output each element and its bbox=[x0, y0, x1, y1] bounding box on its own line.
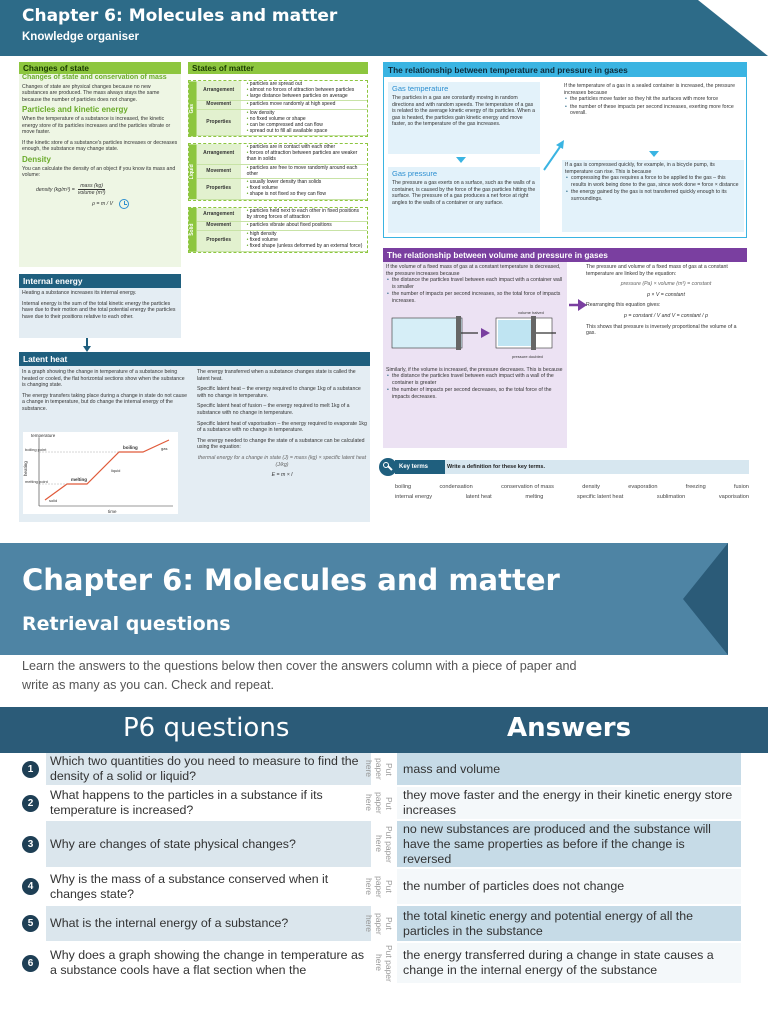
conservation-text: Changes of state are physical changes because no new substances are produced. The mass always stays the same because the number of particles does not change. bbox=[22, 83, 160, 103]
key-terms-heading: Key terms bbox=[395, 460, 447, 474]
solid-label: Solid bbox=[189, 208, 197, 252]
rq-intro: Learn the answers to the questions below then cover the answers column with a piece of paper and write as many as you can. Check and repeat. bbox=[22, 659, 577, 692]
volume-pressure-panel bbox=[383, 248, 747, 448]
liquid-arrangement-item: • particles are in contact with each other bbox=[247, 145, 365, 151]
question-number: 4 bbox=[22, 878, 39, 895]
rq-header-chevron bbox=[683, 543, 728, 655]
question-text: What happens to the particles in a substance if its temperature is increased? bbox=[46, 787, 371, 819]
volume-pressure-heading: The relationship between volume and pressure in gases bbox=[383, 248, 747, 262]
question-number: 2 bbox=[22, 795, 39, 812]
answer-text: they move faster and the energy in their kinetic energy store increases bbox=[397, 787, 741, 819]
latent-heat-right-4: Specific latent heat of vaporisation – the energy required to evaporate 1kg of a substance with no change in temperature. bbox=[197, 420, 367, 434]
question-row bbox=[0, 753, 768, 785]
conservation-subheading: Changes of state and conservation of mass bbox=[22, 74, 167, 81]
key-term: evaporation bbox=[628, 484, 658, 490]
rq-header bbox=[0, 543, 768, 655]
solid-arrangement-item: • particles held next to each other in fixed positions by strong forces of attraction bbox=[247, 209, 365, 221]
key-term: condensation bbox=[439, 484, 473, 490]
graph-boiling-point: boiling point bbox=[25, 447, 47, 452]
rq-table bbox=[0, 753, 768, 1024]
liquid-arrangement-item: • forces of attraction between particles are weaker than in solids bbox=[247, 151, 365, 163]
header-corner bbox=[698, 0, 768, 56]
graph-melting-label: melting bbox=[71, 477, 88, 482]
heating-curve-line bbox=[45, 440, 169, 500]
rq-header-corner bbox=[728, 543, 768, 655]
latent-heat-text-2: The energy transfers taking place during a change in state do not cause a change in temperature, but do change the internal energy of the substance. bbox=[22, 392, 187, 412]
liquid-movement-item: • particles are free to move randomly around each other bbox=[247, 166, 365, 178]
key-term: boiling bbox=[395, 484, 412, 490]
temperature-pressure-right-2: If a gas is compressed quickly, for example, in a bicycle pump, its temperature can rise. This is because • compressing the gas requires a force to be applied to the gas – this results in work being done to the gas, since work done = force × distance • the energy gained by the gas is not transferred quickly enough to its surroundings. bbox=[562, 160, 744, 232]
density-formula: density (kg/m³) = mass (kg) volume (m³) bbox=[36, 182, 106, 197]
internal-energy-panel bbox=[19, 274, 181, 338]
answer-text: mass and volume bbox=[397, 753, 741, 785]
arrow-down-icon-2 bbox=[649, 151, 659, 157]
latent-heat-right-5: The energy needed to change the state of a substance can be calculated using the equation: bbox=[197, 437, 365, 451]
key-term: latent heat bbox=[465, 494, 492, 500]
ko-subtitle: Knowledge organiser bbox=[22, 31, 139, 43]
gas-temperature-subheading: Gas temperature bbox=[392, 84, 449, 93]
down-arrow-icon bbox=[83, 338, 91, 352]
volume-increase-bullet: • the number of impacts per second decreases, so the total force of the impacts decreases. bbox=[392, 387, 564, 400]
answers-column-header: Answers bbox=[507, 713, 632, 743]
cylinder-left bbox=[392, 318, 462, 348]
volume-halved-label: volume halved bbox=[518, 309, 544, 315]
gas-pressure-box bbox=[388, 167, 540, 233]
key-terms-row-2 bbox=[395, 494, 749, 500]
graph-heating-label: heating bbox=[23, 461, 28, 476]
key-term: fusion bbox=[733, 484, 749, 490]
question-text: Why is the mass of a substance conserved when it changes state? bbox=[46, 869, 371, 904]
graph-liquid-label: liquid bbox=[111, 468, 121, 473]
key-terms-panel bbox=[379, 456, 749, 506]
changes-of-state-panel bbox=[19, 62, 181, 267]
gas-arrangement-item: • particles are spread out bbox=[247, 82, 365, 88]
latent-heat-word-equation: thermal energy for a change in state (J) = mass (kg) × specific latent heat (J/kg) bbox=[197, 454, 367, 468]
question-text: Which two quantities do you need to measure to find the density of a solid or liquid? bbox=[46, 753, 371, 785]
piston-diagram bbox=[386, 306, 564, 362]
changes-of-state-heading: Changes of state bbox=[19, 62, 181, 74]
latent-heat-panel bbox=[19, 352, 370, 522]
question-number: 5 bbox=[22, 915, 39, 932]
internal-energy-text-1: Heating a substance increases its internal energy. bbox=[22, 290, 137, 296]
density-subheading: Density bbox=[22, 154, 51, 164]
key-term: conservation of mass bbox=[501, 484, 554, 490]
solid-block: Solid Arrangement • particles held next to each other in fixed positions by strong forces of attraction Movement • particles vibrate about fixed positions Properties • high density • fixed volume • fixed shape (unless deformed by an external force) bbox=[188, 207, 368, 253]
graph-xlabel: time bbox=[108, 509, 117, 514]
answer-text: no new substances are produced and the substance will have the same properties as before if the change is reversed bbox=[397, 821, 741, 867]
put-paper-here-label: Put paper here bbox=[364, 792, 394, 814]
question-number: 3 bbox=[22, 836, 39, 853]
rq-subtitle: Retrieval questions bbox=[22, 613, 231, 635]
question-row bbox=[0, 821, 768, 867]
key-term: specific latent heat bbox=[576, 494, 624, 500]
latent-heat-heading: Latent heat bbox=[19, 352, 370, 366]
question-text: Why are changes of state physical changes? bbox=[46, 821, 371, 867]
key-terms-task: Write a definition for these key terms. bbox=[445, 460, 749, 474]
states-of-matter-heading: States of matter bbox=[188, 62, 368, 74]
ko-header bbox=[0, 0, 768, 56]
graph-ylabel: temperature bbox=[31, 433, 56, 438]
gas-arrangement-item: • large distance between particles on average bbox=[247, 94, 365, 100]
answer-text: the number of particles does not change bbox=[397, 869, 741, 904]
temperature-pressure-right-1: If the temperature of a gas in a sealed container is increased, the pressure increases because • the particles move faster so they hit the surfaces with more force • the number of these impacts per second increases, exerting more force overall. bbox=[564, 83, 744, 118]
solid-properties-item: • high density bbox=[247, 232, 365, 238]
gas-movement-item: • particles move randomly at high speed bbox=[247, 102, 365, 108]
pressure-doubled-label: pressure doubled bbox=[512, 353, 543, 359]
particles-text-1: When the temperature of a substance is increased, the kinetic energy store of its particles increases and the particles vibrate or move faster. bbox=[22, 115, 171, 136]
solid-properties-item: • fixed shape (unless deformed by an external force) bbox=[247, 244, 365, 250]
answer-text: the energy transferred during a change in state causes a change in the internal energy of the substance bbox=[397, 943, 741, 983]
internal-energy-text-2: Internal energy is the sum of the total kinetic energy the particles have due to their motion and the total potential energy the particles have due to their positions relative to each other. bbox=[22, 300, 176, 320]
liquid-properties-item: • usually lower density than solids bbox=[247, 180, 365, 186]
gas-properties-item: • low density bbox=[247, 111, 365, 117]
liquid-label: Liquid bbox=[189, 144, 197, 199]
gas-pressure-text: The pressure a gas exerts on a surface, such as the walls of a container, is caused by the force of the gas particles hitting the surface. The pressure of a gas produces a net force at right angles to the walls of a container or any surface. bbox=[392, 180, 536, 206]
rq-table-header bbox=[0, 707, 768, 753]
liquid-properties-item: • shape is not fixed so they can flow bbox=[247, 192, 365, 198]
ko-title: Chapter 6: Molecules and matter bbox=[22, 6, 338, 26]
latent-heat-right-3: Specific latent heat of fusion – the energy required to melt 1kg of a substance with no change in temperature. bbox=[197, 403, 350, 416]
put-paper-here-label: Put paper here bbox=[374, 825, 394, 863]
key-term: internal energy bbox=[395, 494, 433, 500]
density-formula-symbols: ρ = m / V bbox=[92, 200, 113, 207]
gas-temperature-box bbox=[388, 82, 540, 154]
piston-left bbox=[456, 316, 461, 350]
question-text: What is the internal energy of a substance? bbox=[46, 906, 371, 941]
key-term: freezing bbox=[685, 484, 706, 490]
compression-bullet: • compressing the gas requires a force to be applied to the gas – this results in work being done to the gas, since work done = force × distance bbox=[571, 175, 741, 188]
volume-pressure-left: If the volume of a fixed mass of gas at a constant temperature is decreased, the pressure increases because • the distance the particles travel between each impact with a container wall is smaller • the number of impacts per second increases, so the total force of impacts increases. volume halved pressure doubled Similarly, if the volume is increased, the pressure decreases. This is because • the distance the particles travel between each impact with a wall of the container is greater • the number of impacts per second decreases, so the total force of the impacts decreases. bbox=[383, 262, 567, 448]
put-paper-here-label: Put paper here bbox=[364, 912, 394, 935]
liquid-properties-item: • fixed volume bbox=[247, 186, 365, 192]
put-paper-here-label: Put paper here bbox=[374, 944, 394, 982]
diagram-arrow-icon bbox=[481, 328, 490, 338]
gas-block: Gas Arrangement • particles are spread out • almost no forces of attraction between particles • large distance between particles on average Movement • particles move randomly at high speed Properties • low density • no fixed volume or shape • can be compressed and can flow • spread out to fill all available space bbox=[188, 80, 368, 137]
density-text: You can calculate the density of an object if you know its mass and volume: bbox=[22, 165, 176, 179]
states-of-matter-panel bbox=[188, 62, 368, 334]
graph-solid-label: solid bbox=[49, 498, 58, 503]
gas-properties-item: • can be compressed and can flow bbox=[247, 123, 365, 129]
volume-increase-bullet: • the distance the particles travel between each impact with a wall of the container is greater bbox=[392, 373, 564, 386]
compressed-gas bbox=[498, 320, 532, 346]
particles-text-2: If the kinetic store of a substance's particles increases or decreases enough, the substance may change state. bbox=[22, 139, 178, 153]
key-term: vaporisation bbox=[718, 494, 749, 500]
put-paper-here-label: Put paper here bbox=[364, 758, 394, 780]
solid-movement-item: • particles vibrate about fixed positions bbox=[247, 223, 365, 229]
answer-text: the total kinetic energy and potential energy of all the particles in the substance bbox=[397, 906, 741, 941]
question-number: 1 bbox=[22, 761, 39, 778]
question-text: Why does a graph showing the change in temperature as a substance cools have a flat section when the bbox=[46, 943, 371, 983]
piston-right bbox=[531, 316, 536, 350]
latent-heat-right-1: The energy transferred when a substance changes state is called the latent heat. bbox=[197, 369, 356, 382]
arrow-down-icon bbox=[456, 157, 466, 163]
rq-title: Chapter 6: Molecules and matter bbox=[22, 563, 560, 597]
compression-bullet: • the energy gained by the gas is not transferred quickly enough to its surroundings. bbox=[571, 189, 741, 202]
volume-decrease-bullet: • the number of impacts per second increases, so the total force of impacts increases. bbox=[392, 291, 564, 304]
right-arrow-icon bbox=[569, 298, 587, 312]
clock-icon bbox=[119, 199, 129, 209]
temperature-pressure-panel bbox=[383, 62, 747, 238]
particles-subheading: Particles and kinetic energy bbox=[22, 105, 128, 115]
volume-pressure-right: The pressure and volume of a fixed mass of gas at a constant temperature are linked by the equation: pressure (Pa) × volume (m³) = constant p × V = constant Rearranging this equation gives: p = constant / V and V = constant / p This shows that pressure is inversely proportional the volume of a gas. bbox=[586, 264, 737, 337]
graph-boiling-label: boiling bbox=[123, 445, 138, 450]
latent-heat-equation: E = m × l bbox=[271, 472, 293, 479]
temperature-pressure-bullet: • the number of these impacts per second increases, exerting more force overall. bbox=[570, 104, 744, 117]
gas-label: Gas bbox=[189, 81, 197, 136]
temperature-pressure-bullet: • the particles move faster so they hit the surfaces with more force bbox=[570, 96, 744, 103]
gas-pressure-subheading: Gas pressure bbox=[392, 169, 438, 178]
question-row bbox=[0, 869, 768, 904]
graph-gas-label: gas bbox=[161, 446, 168, 451]
latent-heat-right-2: Specific latent heat – the energy required to change 1kg of a substance with no change in temperature. bbox=[197, 386, 361, 399]
solid-properties-item: • fixed volume bbox=[247, 238, 365, 244]
key-terms-row-1 bbox=[395, 484, 749, 490]
gas-properties-item: • spread out to fill all available space bbox=[247, 129, 365, 135]
question-row bbox=[0, 787, 768, 819]
put-paper-here-label: Put paper here bbox=[364, 875, 394, 898]
temperature-pressure-heading: The relationship between temperature and pressure in gases bbox=[384, 63, 746, 77]
liquid-block: Liquid Arrangement • particles are in contact with each other • forces of attraction between particles are weaker than in solids Movement • particles are free to move randomly around each other Properties • usually lower density than solids • fixed volume • shape is not fixed so they can flow bbox=[188, 143, 368, 200]
latent-heat-text-1: In a graph showing the change in temperature of a substance being heated or cooled, the flat horizontal sections show when the substance is changing state. bbox=[22, 369, 185, 389]
key-term: sublimation bbox=[656, 494, 686, 500]
heating-curve-graph bbox=[23, 432, 178, 514]
gas-arrangement-item: • almost no forces of attraction between particles bbox=[247, 88, 365, 94]
volume-decrease-bullet: • the distance the particles travel between each impact with a container wall is smaller bbox=[392, 277, 564, 290]
internal-energy-heading: Internal energy bbox=[19, 274, 181, 288]
question-number: 6 bbox=[22, 955, 39, 972]
graph-melting-point: melting point bbox=[25, 479, 48, 484]
key-term: melting bbox=[525, 494, 544, 500]
gas-temperature-text: The particles in a gas are constantly moving in random directions and with random speeds. The temperature of a gas is related to the average kinetic energy of its particles. When a gas is heated, the particles gain kinetic energy and move faster, so the temperature of the gas increases. bbox=[392, 95, 536, 128]
question-row bbox=[0, 906, 768, 941]
gas-properties-item: • no fixed volume or shape bbox=[247, 117, 365, 123]
key-term: density bbox=[582, 484, 600, 490]
questions-column-header: P6 questions bbox=[123, 713, 290, 743]
question-row bbox=[0, 943, 768, 983]
